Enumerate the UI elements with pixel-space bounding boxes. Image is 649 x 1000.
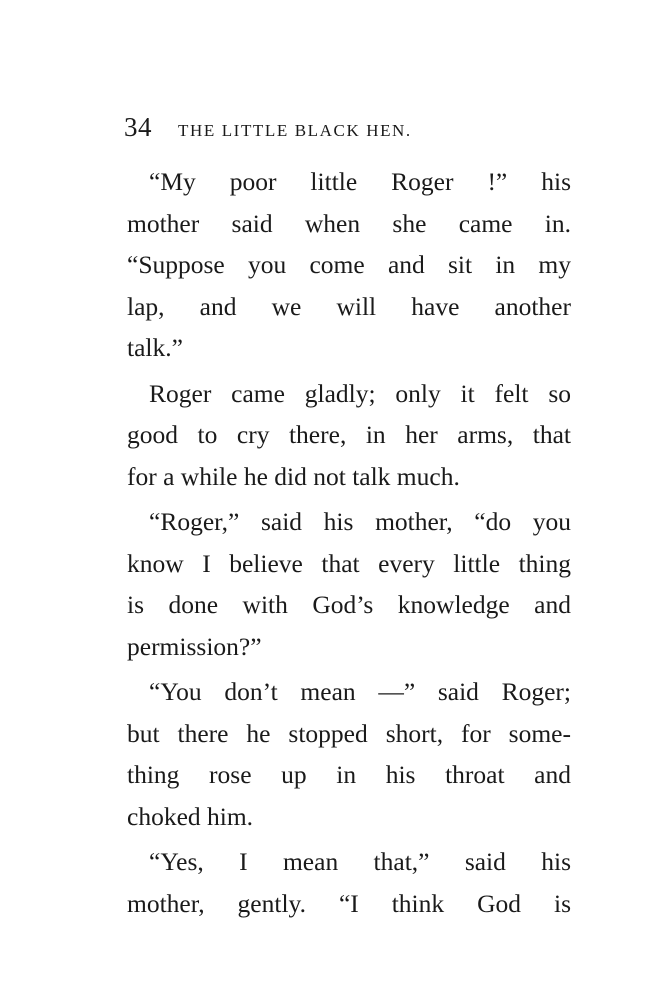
paragraph — [127, 501, 571, 667]
text-line: permission?” — [127, 631, 262, 661]
text-line: for a while he did not talk much. — [127, 461, 460, 491]
page-number: 34 — [124, 112, 152, 142]
text-line: choked him. — [127, 801, 254, 831]
text-line: talk.” — [127, 333, 183, 362]
text-line: lap, and we will have another — [127, 291, 571, 321]
text-line: “Suppose you come and sit in my — [127, 250, 571, 279]
text-line: mother, gently. “I think God is — [127, 888, 571, 918]
text-line: good to cry there, in her arms, that — [127, 420, 571, 449]
text-line: know I believe that every little thing — [127, 548, 571, 578]
text-line: “Yes, I mean that,” said his — [149, 847, 571, 876]
paragraph — [127, 161, 571, 369]
text-line: “Roger,” said his mother, “do you — [149, 507, 571, 536]
paragraph — [127, 671, 571, 837]
running-head — [124, 112, 584, 142]
body-text — [127, 161, 571, 924]
paragraph — [127, 841, 571, 924]
text-line: is done with God’s knowledge and — [127, 590, 571, 619]
text-line: “My poor little Roger !” his — [149, 167, 571, 196]
running-title: THE LITTLE BLACK HEN. — [178, 121, 412, 140]
text-line: mother said when she came in. — [127, 208, 571, 238]
text-line: but there he stopped short, for some- — [127, 718, 571, 748]
text-line: thing rose up in his throat and — [127, 760, 571, 789]
text-line: Roger came gladly; only it felt so — [149, 378, 571, 408]
text-line: “You don’t mean —” said Roger; — [149, 677, 571, 706]
paragraph — [127, 373, 571, 498]
